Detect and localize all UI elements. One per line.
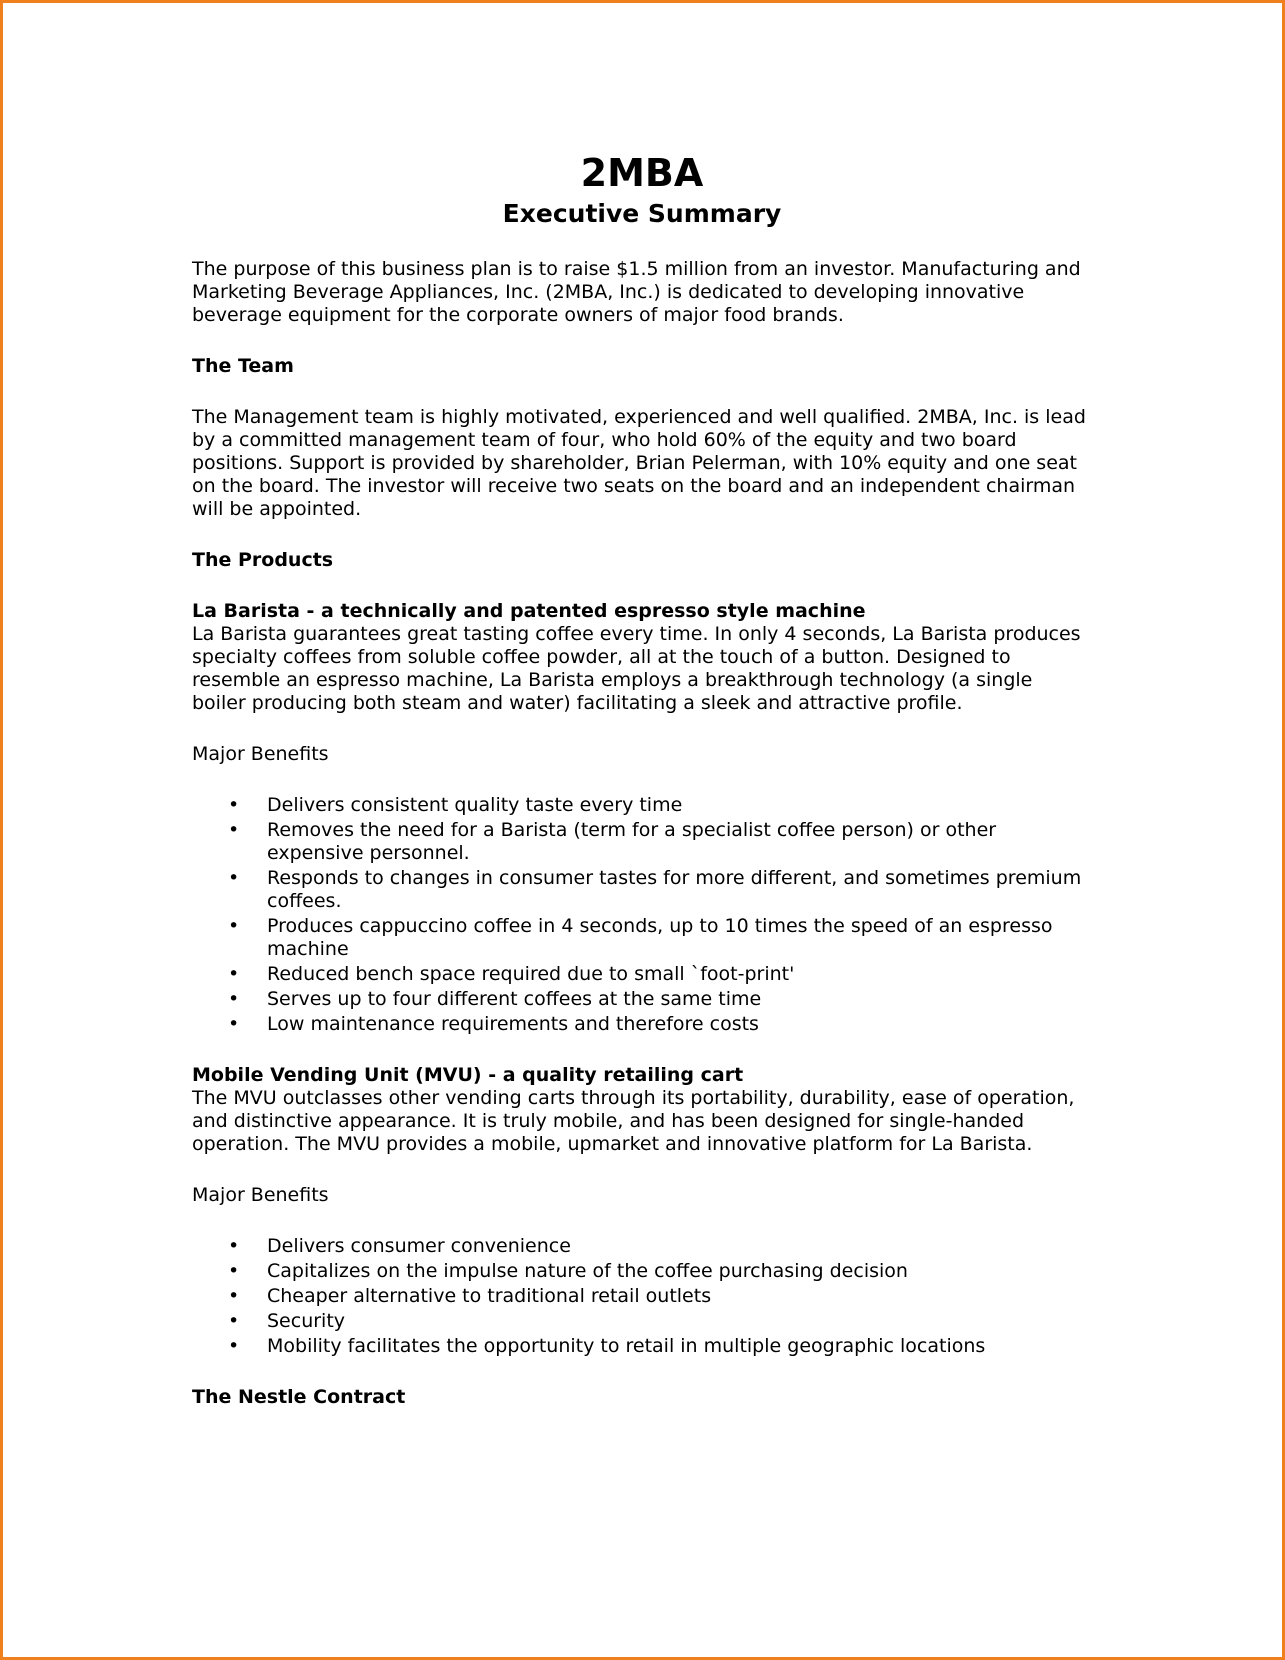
- mvu-benefits-label: Major Benefits: [192, 1184, 329, 1206]
- list-item-text: Produces cappuccino coffee in 4 seconds, up to 10 times the speed of an espresso machine: [267, 915, 1053, 960]
- document-title: 2MBA: [580, 151, 704, 195]
- list-item-text: Responds to changes in consumer tastes for more different, and sometimes premium coffees.: [267, 867, 1082, 912]
- document-body: [192, 150, 1092, 1409]
- la-barista-benefits-label: Major Benefits: [192, 743, 329, 765]
- la-barista-benefits-list: [192, 794, 1092, 1036]
- mvu-benefits-list: [192, 1235, 1092, 1358]
- team-heading: The Team: [192, 355, 294, 377]
- list-item: [192, 1013, 1092, 1036]
- mvu-paragraph: The MVU outclasses other vending carts through its portability, durability, ease of operation, and distinctive appearance. It is truly mobile, and has been designed for single-handed operation. The MVU provides a mobile, upmarket and innovative platform for La Barista.: [192, 1087, 1075, 1155]
- list-item-text: Delivers consistent quality taste every time: [267, 794, 683, 816]
- bullet-icon: •: [228, 1260, 240, 1282]
- list-item: [192, 1235, 1092, 1258]
- list-item-text: Security: [267, 1310, 346, 1332]
- list-item-text: Removes the need for a Barista (term for a specialist coffee person) or other expensive personnel.: [267, 819, 997, 864]
- intro-paragraph: The purpose of this business plan is to raise $1.5 million from an investor. Manufacturing and Marketing Beverage Appliances, Inc. (2MBA, Inc.) is dedicated to developing innovative beverage equipment for the corporate owners of major food brands.: [192, 258, 1081, 326]
- list-item: [192, 988, 1092, 1011]
- document-subtitle: Executive Summary: [502, 199, 782, 228]
- list-item: [192, 1260, 1092, 1283]
- list-item: [192, 867, 1092, 913]
- list-item: [192, 915, 1092, 961]
- bullet-icon: •: [228, 819, 240, 841]
- bullet-icon: •: [228, 1335, 240, 1357]
- bullet-icon: •: [228, 1013, 240, 1035]
- list-item-text: Delivers consumer convenience: [267, 1235, 571, 1257]
- bullet-icon: •: [228, 988, 240, 1010]
- bullet-icon: •: [228, 794, 240, 816]
- bullet-icon: •: [228, 915, 240, 937]
- products-heading: The Products: [192, 549, 334, 571]
- la-barista-paragraph: La Barista guarantees great tasting coffee every time. In only 4 seconds, La Barista produces specialty coffees from soluble coffee powder, all at the touch of a button. Designed to resemble an espresso machine, La Barista employs a breakthrough technology (a single boiler producing both steam and water) facilitating a sleek and attractive profile.: [192, 623, 1081, 714]
- list-item-text: Low maintenance requirements and therefore costs: [267, 1013, 759, 1035]
- nestle-heading: The Nestle Contract: [192, 1386, 406, 1408]
- list-item-text: Capitalizes on the impulse nature of the coffee purchasing decision: [267, 1260, 908, 1282]
- list-item: [192, 794, 1092, 817]
- bullet-icon: •: [228, 963, 240, 985]
- list-item: [192, 963, 1092, 986]
- bullet-icon: •: [228, 867, 240, 889]
- list-item-text: Reduced bench space required due to small `foot-print': [267, 963, 795, 985]
- bullet-icon: •: [228, 1235, 240, 1257]
- team-paragraph: The Management team is highly motivated, experienced and well qualified. 2MBA, Inc. is lead by a committed management team of four, who hold 60% of the equity and two board positions. Support is provided by shareholder, Brian Pelerman, with 10% equity and one seat on the board. The investor will receive two seats on the board and an independent chairman will be appointed.: [192, 406, 1086, 520]
- list-item-text: Serves up to four different coffees at the same time: [267, 988, 762, 1010]
- list-item: [192, 819, 1092, 865]
- list-item-text: Mobility facilitates the opportunity to retail in multiple geographic locations: [267, 1335, 986, 1357]
- list-item-text: Cheaper alternative to traditional retail outlets: [267, 1285, 712, 1307]
- list-item: [192, 1335, 1092, 1358]
- bullet-icon: •: [228, 1285, 240, 1307]
- list-item: [192, 1285, 1092, 1308]
- mvu-heading: Mobile Vending Unit (MVU) - a quality retailing cart: [192, 1064, 744, 1086]
- list-item: [192, 1310, 1092, 1333]
- la-barista-heading: La Barista - a technically and patented espresso style machine: [192, 600, 866, 622]
- bullet-icon: •: [228, 1310, 240, 1332]
